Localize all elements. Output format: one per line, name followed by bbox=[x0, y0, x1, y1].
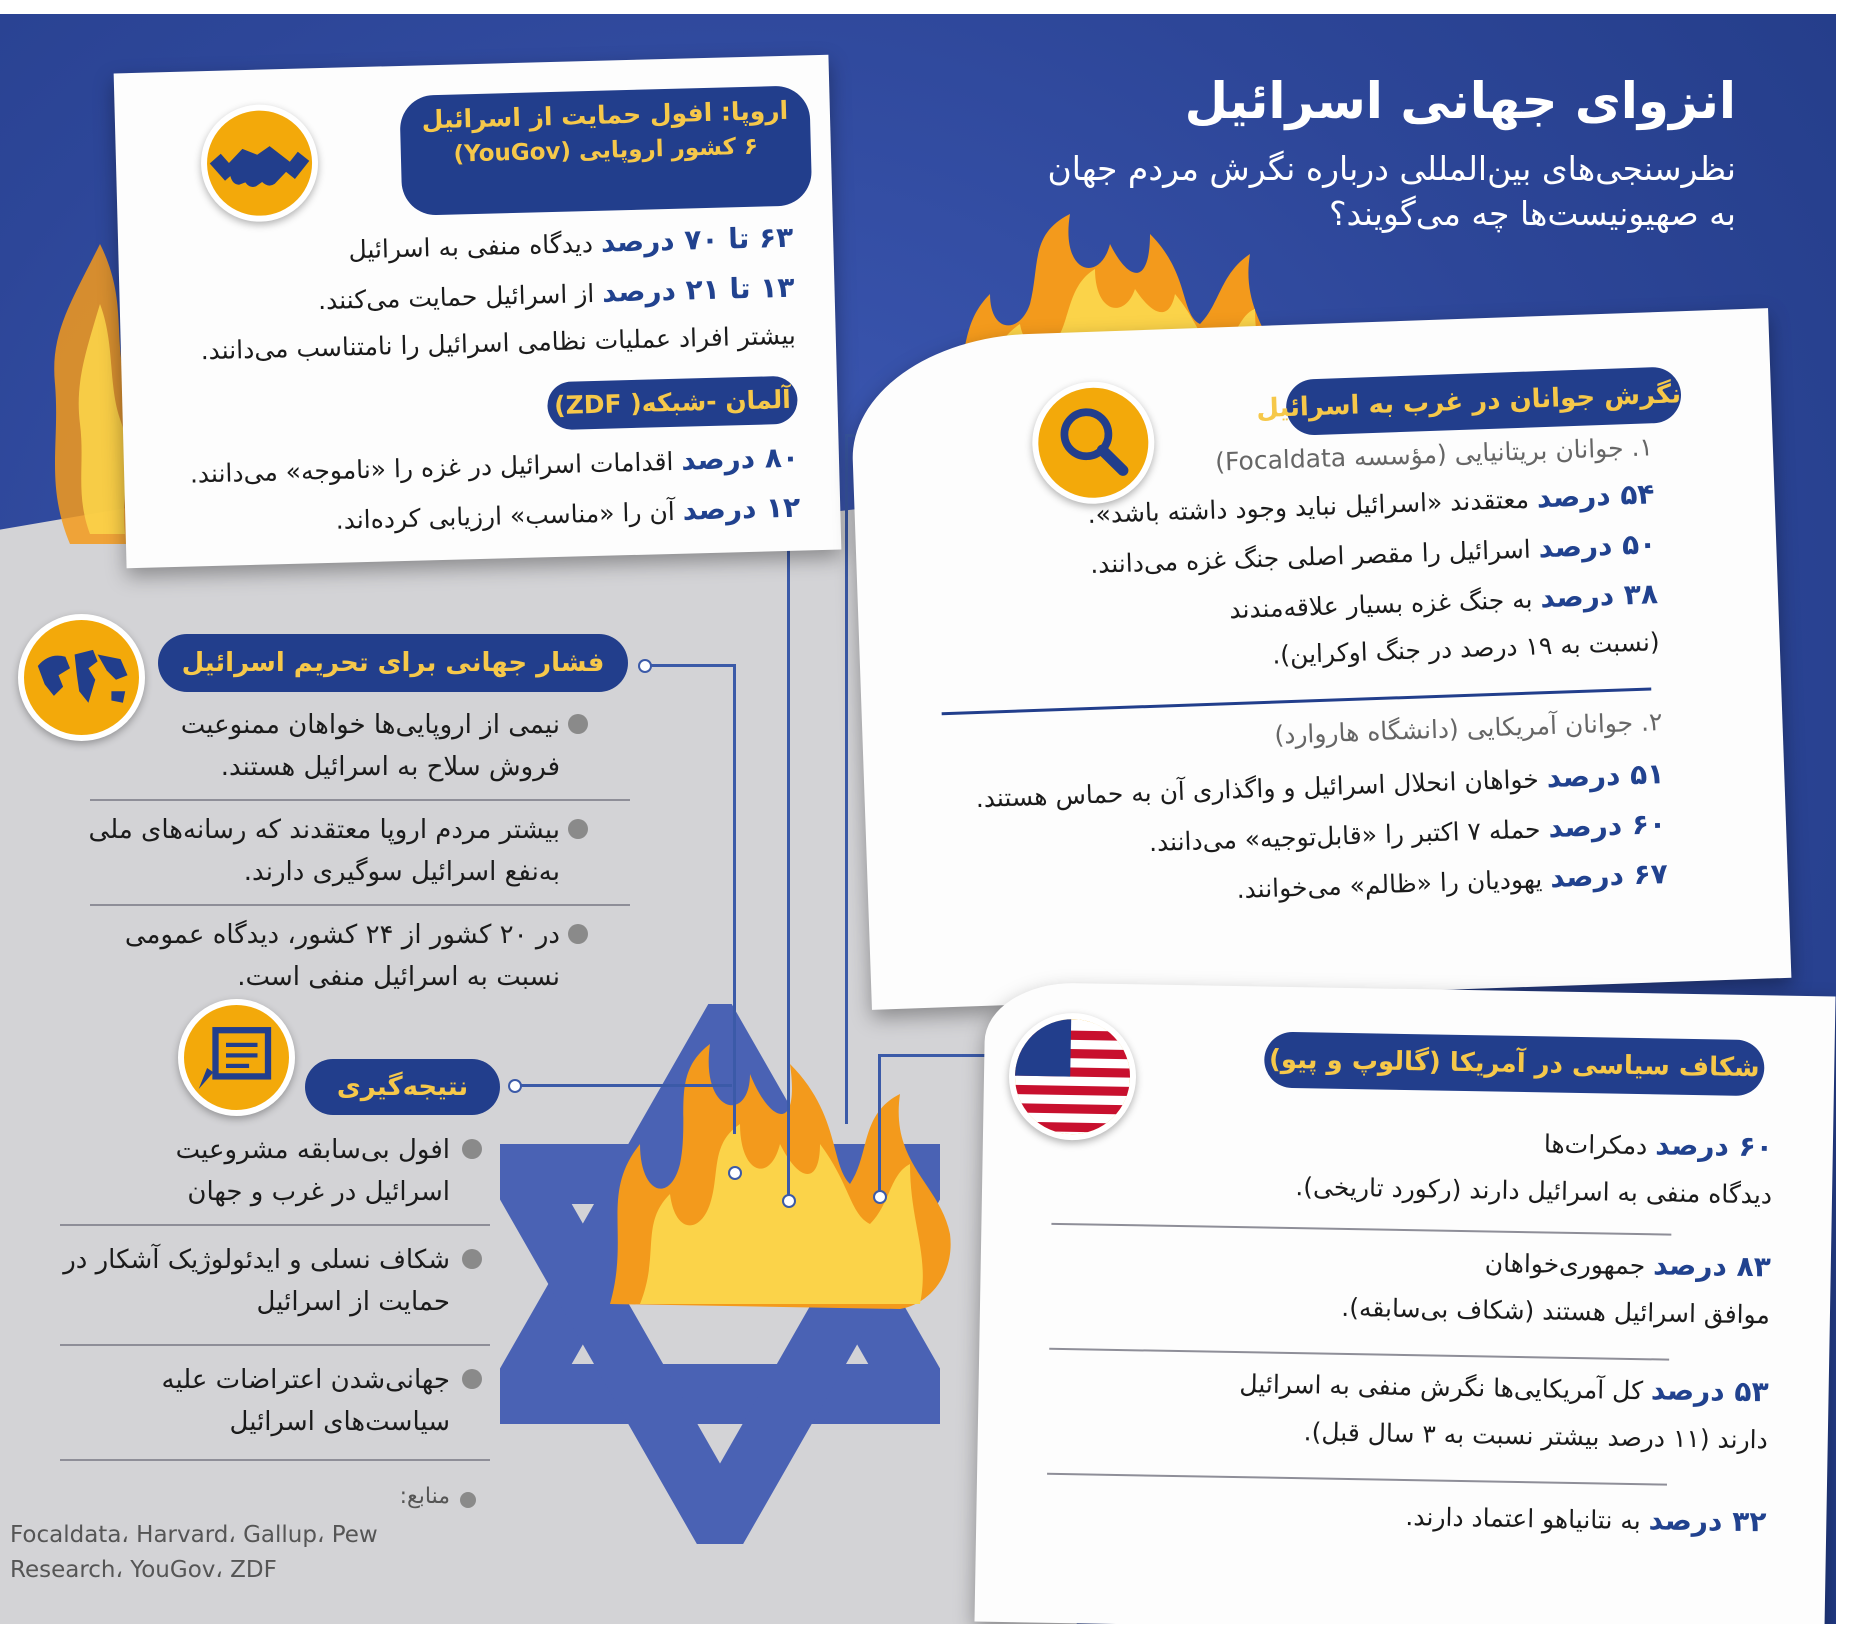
sources-line: Research، YouGov، ZDF bbox=[10, 1557, 277, 1583]
stat-value: ۵۱ درصد bbox=[1546, 757, 1665, 795]
stat-value: ۶۰ درصد bbox=[1654, 1128, 1774, 1164]
divider bbox=[1051, 1223, 1671, 1236]
stat-text: دارند (۱۱ درصد بیشتر نسبت به ۳ سال قبل). bbox=[1303, 1417, 1769, 1455]
document-pen-icon bbox=[184, 1005, 289, 1110]
connector-line bbox=[733, 664, 736, 1134]
stat-value: ۶۳ تا ۷۰ درصد bbox=[600, 220, 794, 259]
connector-line bbox=[878, 1054, 993, 1057]
connector-node bbox=[728, 1166, 742, 1180]
stat-text: آن را «مناسب» ارزیابی کرده‌اند. bbox=[335, 496, 676, 535]
stat-text: از اسرائیل حمایت می‌کنند. bbox=[317, 278, 595, 316]
stat-value: ۳۸ درصد bbox=[1539, 577, 1659, 615]
bullet bbox=[462, 1139, 482, 1159]
stat-text: دمکرات‌ها bbox=[1543, 1129, 1648, 1161]
bullet bbox=[568, 714, 588, 734]
handshake-icon bbox=[206, 109, 314, 217]
sanctions-item: در ۲۰ کشور از ۲۴ کشور، دیدگاه عمومی نسبت به اسرائیل منفی است. bbox=[124, 920, 560, 992]
stat-text: به نتانیاهو اعتماد دارند. bbox=[1405, 1502, 1641, 1536]
connector-line bbox=[845, 434, 848, 1124]
infographic bbox=[0, 14, 1836, 1624]
stat-value: ۵۴ درصد bbox=[1536, 477, 1656, 515]
stat-text: دیدگاه منفی به اسرائیل bbox=[348, 228, 594, 265]
stat-value: ۶۰ درصد bbox=[1547, 807, 1667, 845]
divider bbox=[60, 1344, 490, 1346]
bullet bbox=[568, 819, 588, 839]
germany-pill: آلمان -شبکه( ZDF) bbox=[547, 376, 798, 431]
divider bbox=[1049, 1348, 1669, 1361]
connector-node bbox=[782, 1194, 796, 1208]
divider bbox=[1047, 1473, 1667, 1486]
stat-value: ۳۲ درصد bbox=[1648, 1503, 1767, 1539]
stat-text: جمهوری‌خواهان bbox=[1484, 1248, 1646, 1281]
stat-text: حمله ۷ اکتبر را «قابل‌توجیه» می‌دانند. bbox=[1148, 814, 1541, 858]
divider bbox=[60, 1224, 490, 1226]
europe-icon-circle bbox=[200, 103, 320, 223]
youth-card bbox=[849, 308, 1792, 1010]
us-flag-circle bbox=[1008, 1012, 1137, 1141]
stat-value: ۸۳ درصد bbox=[1652, 1248, 1772, 1284]
connector-line bbox=[878, 1054, 881, 1194]
conclusion-pill: نتیجه‌گیری bbox=[305, 1059, 500, 1115]
sanctions-pill: فشار جهانی برای تحریم اسرائیل bbox=[158, 634, 628, 692]
stat-value: ۵۳ درصد bbox=[1650, 1373, 1769, 1409]
youth-pill: نگرش جوانان در غرب به اسرائیل bbox=[1285, 366, 1682, 436]
stat-text: به جنگ غزه بسیار علاقه‌مندند bbox=[1228, 584, 1533, 625]
stat-note: (نسبت به ۱۹ درصد در جنگ اوکراین). bbox=[1271, 627, 1661, 670]
stat-value: ۶۷ درصد bbox=[1549, 857, 1669, 895]
us-flag-icon bbox=[1014, 1018, 1131, 1135]
stat-text: دیدگاه منفی به اسرائیل دارند (رکورد تاریخی). bbox=[1295, 1172, 1773, 1210]
sources-line: Focaldata، Harvard، Gallup، Pew bbox=[10, 1522, 378, 1548]
page-subtitle: به صهیونیست‌ها چه می‌گویند؟ bbox=[1328, 194, 1736, 233]
magnifier-icon-circle bbox=[1030, 380, 1156, 506]
stat-text: اسرائیل را مقصر اصلی جنگ غزه می‌دانند. bbox=[1089, 534, 1532, 579]
page-title: انزوای جهانی اسرائیل bbox=[1184, 72, 1736, 130]
stat-text: بیشتر افراد عملیات نظامی اسرائیل را نامتناسب می‌دانند. bbox=[200, 320, 797, 366]
fire-icon bbox=[600, 1034, 960, 1314]
bullet bbox=[462, 1249, 482, 1269]
europe-pill bbox=[399, 85, 812, 216]
stat-text: یهودیان را «ظالم» می‌خوانند. bbox=[1236, 864, 1543, 905]
usa-card bbox=[974, 982, 1835, 1624]
stat-value: ۸۰ درصد bbox=[680, 440, 800, 477]
stat-text: معتقدند «اسرائیل نباید وجود داشته باشد». bbox=[1087, 484, 1530, 530]
connector-line bbox=[512, 1084, 732, 1087]
divider bbox=[60, 1459, 490, 1461]
europe-card bbox=[114, 55, 842, 569]
magnifier-icon bbox=[1036, 386, 1150, 500]
sources-label: منابع: bbox=[399, 1484, 450, 1509]
stat-value: ۱۳ تا ۲۱ درصد bbox=[601, 270, 795, 309]
conclusion-item: شکاف نسلی و ایدئولوژیک آشکار در حمایت از اسرائیل bbox=[63, 1245, 450, 1317]
stat-text: موافق اسرائیل هستند (شکاف بی‌سابقه). bbox=[1341, 1292, 1771, 1330]
bullet bbox=[460, 1492, 476, 1508]
stat-text: کل آمریکایی‌ها نگرش منفی به اسرائیل bbox=[1239, 1369, 1644, 1406]
divider bbox=[90, 799, 630, 801]
page-subtitle: نظرسنجی‌های بین‌المللی درباره نگرش مردم جهان bbox=[1047, 149, 1736, 188]
bullet bbox=[462, 1369, 482, 1389]
connector-node bbox=[873, 1190, 887, 1204]
document-icon-circle bbox=[178, 999, 295, 1116]
conclusion-item: جهانی‌شدن اعتراضات علیه سیاست‌های اسرائیل bbox=[161, 1365, 450, 1437]
conclusion-item: افول بی‌سابقه مشروعیت اسرائیل در غرب و جهان bbox=[175, 1135, 450, 1207]
stat-text: خواهان انحلال اسرائیل و واگذاری آن به حماس هستند. bbox=[975, 764, 1540, 814]
bullet bbox=[568, 924, 588, 944]
connector-node bbox=[638, 659, 652, 673]
uk-heading: ۱. جوانان بریتانیایی (مؤسسه Focaldata) bbox=[1214, 432, 1654, 477]
us-heading: ۲. جوانان آمریکایی (دانشگاه هاروارد) bbox=[1273, 707, 1663, 750]
sanctions-item: نیمی از اروپایی‌ها خواهان ممنوعیت فروش سلاح به اسرائیل هستند. bbox=[180, 710, 560, 782]
stat-value: ۵۰ درصد bbox=[1538, 527, 1657, 565]
connector-line bbox=[642, 664, 734, 667]
divider bbox=[90, 904, 630, 906]
europe-pill-subtitle: ۶ کشور اروپایی (YouGov) bbox=[453, 133, 759, 168]
stat-text: اقدامات اسرائیل در غزه را «ناموجه» می‌دانند. bbox=[189, 446, 674, 489]
connector-node bbox=[508, 1079, 522, 1093]
sanctions-item: بیشتر مردم اروپا معتقدند که رسانه‌های ملی به‌نفع اسرائیل سوگیری دارند. bbox=[88, 815, 560, 887]
stat-value: ۱۲ درصد bbox=[682, 490, 801, 527]
usa-pill: شکاف سیاسی در آمریکا (گالوپ و پیو) bbox=[1264, 1032, 1765, 1097]
europe-pill-title: اروپا: افول حمایت از اسرائیل bbox=[421, 95, 789, 135]
